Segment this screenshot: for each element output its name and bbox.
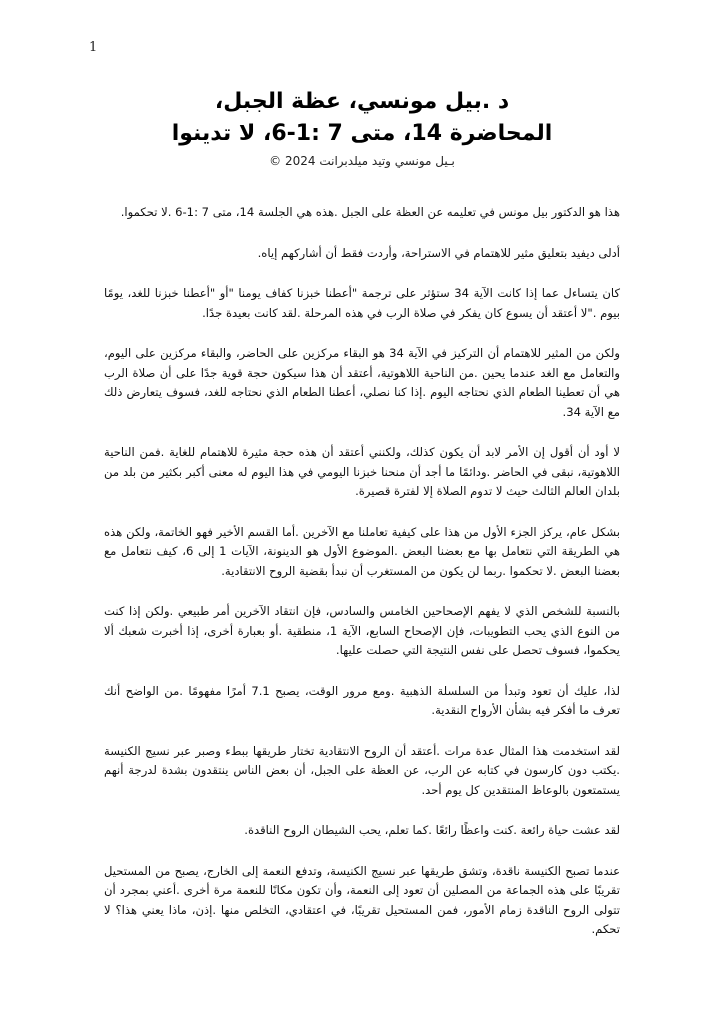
document-body: [104, 203, 620, 961]
paragraph: هذا هو الدكتور بيل مونس في تعليمه عن العظة على الجبل .هذه هي الجلسة 14، متى 7 :1-6 .لا تحكموا.: [120, 205, 620, 219]
paragraph: بالنسبة للشخص الذي لا يفهم الإصحاحين الخامس والسادس، فإن انتقاد الآخرين أمر طبيعي .ولكن إذا كنت من النوع الذي يحب التطويبات، فإن الإصحاح السابع، الآية 1، منطقية .أو بعبارة أخرى، إذا أخبرت شعبك ألا يحكموا، فسوف تحصل على نفس النتيجة التي حصلت عليها.: [104, 604, 620, 657]
paragraph: كان يتساءل عما إذا كانت الآية 34 ستؤثر على ترجمة "أعطنا خبزنا كفاف يومنا "أو "أعطنا خبزنا للغد، يومًا بيوم ."لا أعتقد أن يسوع كان يفكر في صلاة الرب في هذه المرحلة .لقد كانت بعيدة جدًا.: [104, 286, 620, 320]
paragraph: أدلى ديفيد بتعليق مثير للاهتمام في الاستراحة، وأردت فقط أن أشاركهم إياه.: [257, 245, 620, 260]
document-header: [90, 86, 634, 170]
page-number: 1: [89, 40, 98, 55]
title-line-1: د .بيل مونسي، عظة الجبل،: [214, 89, 510, 114]
paragraph: لقد عشت حياة رائعة .كنت واعظًا رائعًا .كما تعلم، يحب الشيطان الروح الناقدة.: [244, 823, 620, 837]
paragraph: لذا، عليك أن تعود وتبدأ من السلسلة الذهبية .ومع مرور الوقت، يصبح 7.1 أمرًا مفهومًا .من الواضح أنك تعرف ما أفكر فيه بشأن الأرواح النقدية.: [104, 683, 620, 717]
paragraph: لقد استخدمت هذا المثال عدة مرات .أعتقد أن الروح الانتقادية تختار طريقها ببطء وصبر عبر نسيج الكنيسة .يكتب دون كارسون في كتابه عن الرب، عن العظة على الجبل، أن بعض الناس ينتقدون بشدة لدرجة أنهم يستمتعون بالوعاظ المنتقدين كل يوم أحد.: [104, 743, 620, 797]
title-line-2: المحاضرة 14، متى 7 :1-6، لا تدينوا: [171, 121, 553, 146]
paragraph: بشكل عام، يركز الجزء الأول من هذا على كيفية تعاملنا مع الآخرين .أما القسم الأخير فهو الخاتمة، ولكن هذه هي الطريقة التي نتعامل بها مع بعضنا البعض .الموضوع الأول هو الدينونة، الآيات 1 إلى 6، كيف نتعامل مع بعضنا البعض .لا تحكموا .ربما لن يكون من المستغرب أن نبدأ بقضية الروح الانتقادية.: [104, 524, 620, 578]
paragraph: ولكن من المثير للاهتمام أن التركيز في الآية 34 هو البقاء مركزين على الحاضر، والبقاء مركزين على اليوم، والتعامل مع الغد عندما يحين .من الناحية اللاهوتية، أعتقد أن هذا سيكون حجة قوية جدًا على أن صلاة الرب هي أن تعطينا الطعام الذي نحتاجه اليوم .إذا كنا نصلي، أعطنا الطعام الذي نحتاجه للغد، فسوف يتعارض ذلك مع الآية 34.: [104, 346, 621, 419]
paragraph: لا أود أن أقول إن الأمر لابد أن يكون كذلك، ولكنني أعتقد أن هذه حجة مثيرة للاهتمام للغاية .فمن الناحية اللاهوتية، نبقى في الحاضر .ودائمًا ما أجد أن منحنا خبزنا اليومي في هذا اليوم له معنى أكبر بكثير من بلد من بلدان العالم الثالث حيث لا تدوم الصلاة إلا لفترة قصيرة.: [104, 445, 620, 498]
copyright-line: بـيل مونسي وتيد ميلدبرانت 2024 ©: [269, 154, 455, 168]
paragraph: عندما تصبح الكنيسة ناقدة، وتشق طريقها عبر نسيج الكنيسة، وتدفع النعمة إلى الخارج، يصبح من المستحيل تقريبًا على هذه الجماعة من المصلين أن تعود إلى النعمة، وأن تكون مكانًا للنعمة مرة أخرى .أعني بمجرد أن تتولى الروح الناقدة زمام الأمور، فمن المستحيل تقريبًا، في اعتقادي، التخلص منها .إذن، ماذا يعني هذا؟ لا تحكم.: [104, 863, 620, 936]
